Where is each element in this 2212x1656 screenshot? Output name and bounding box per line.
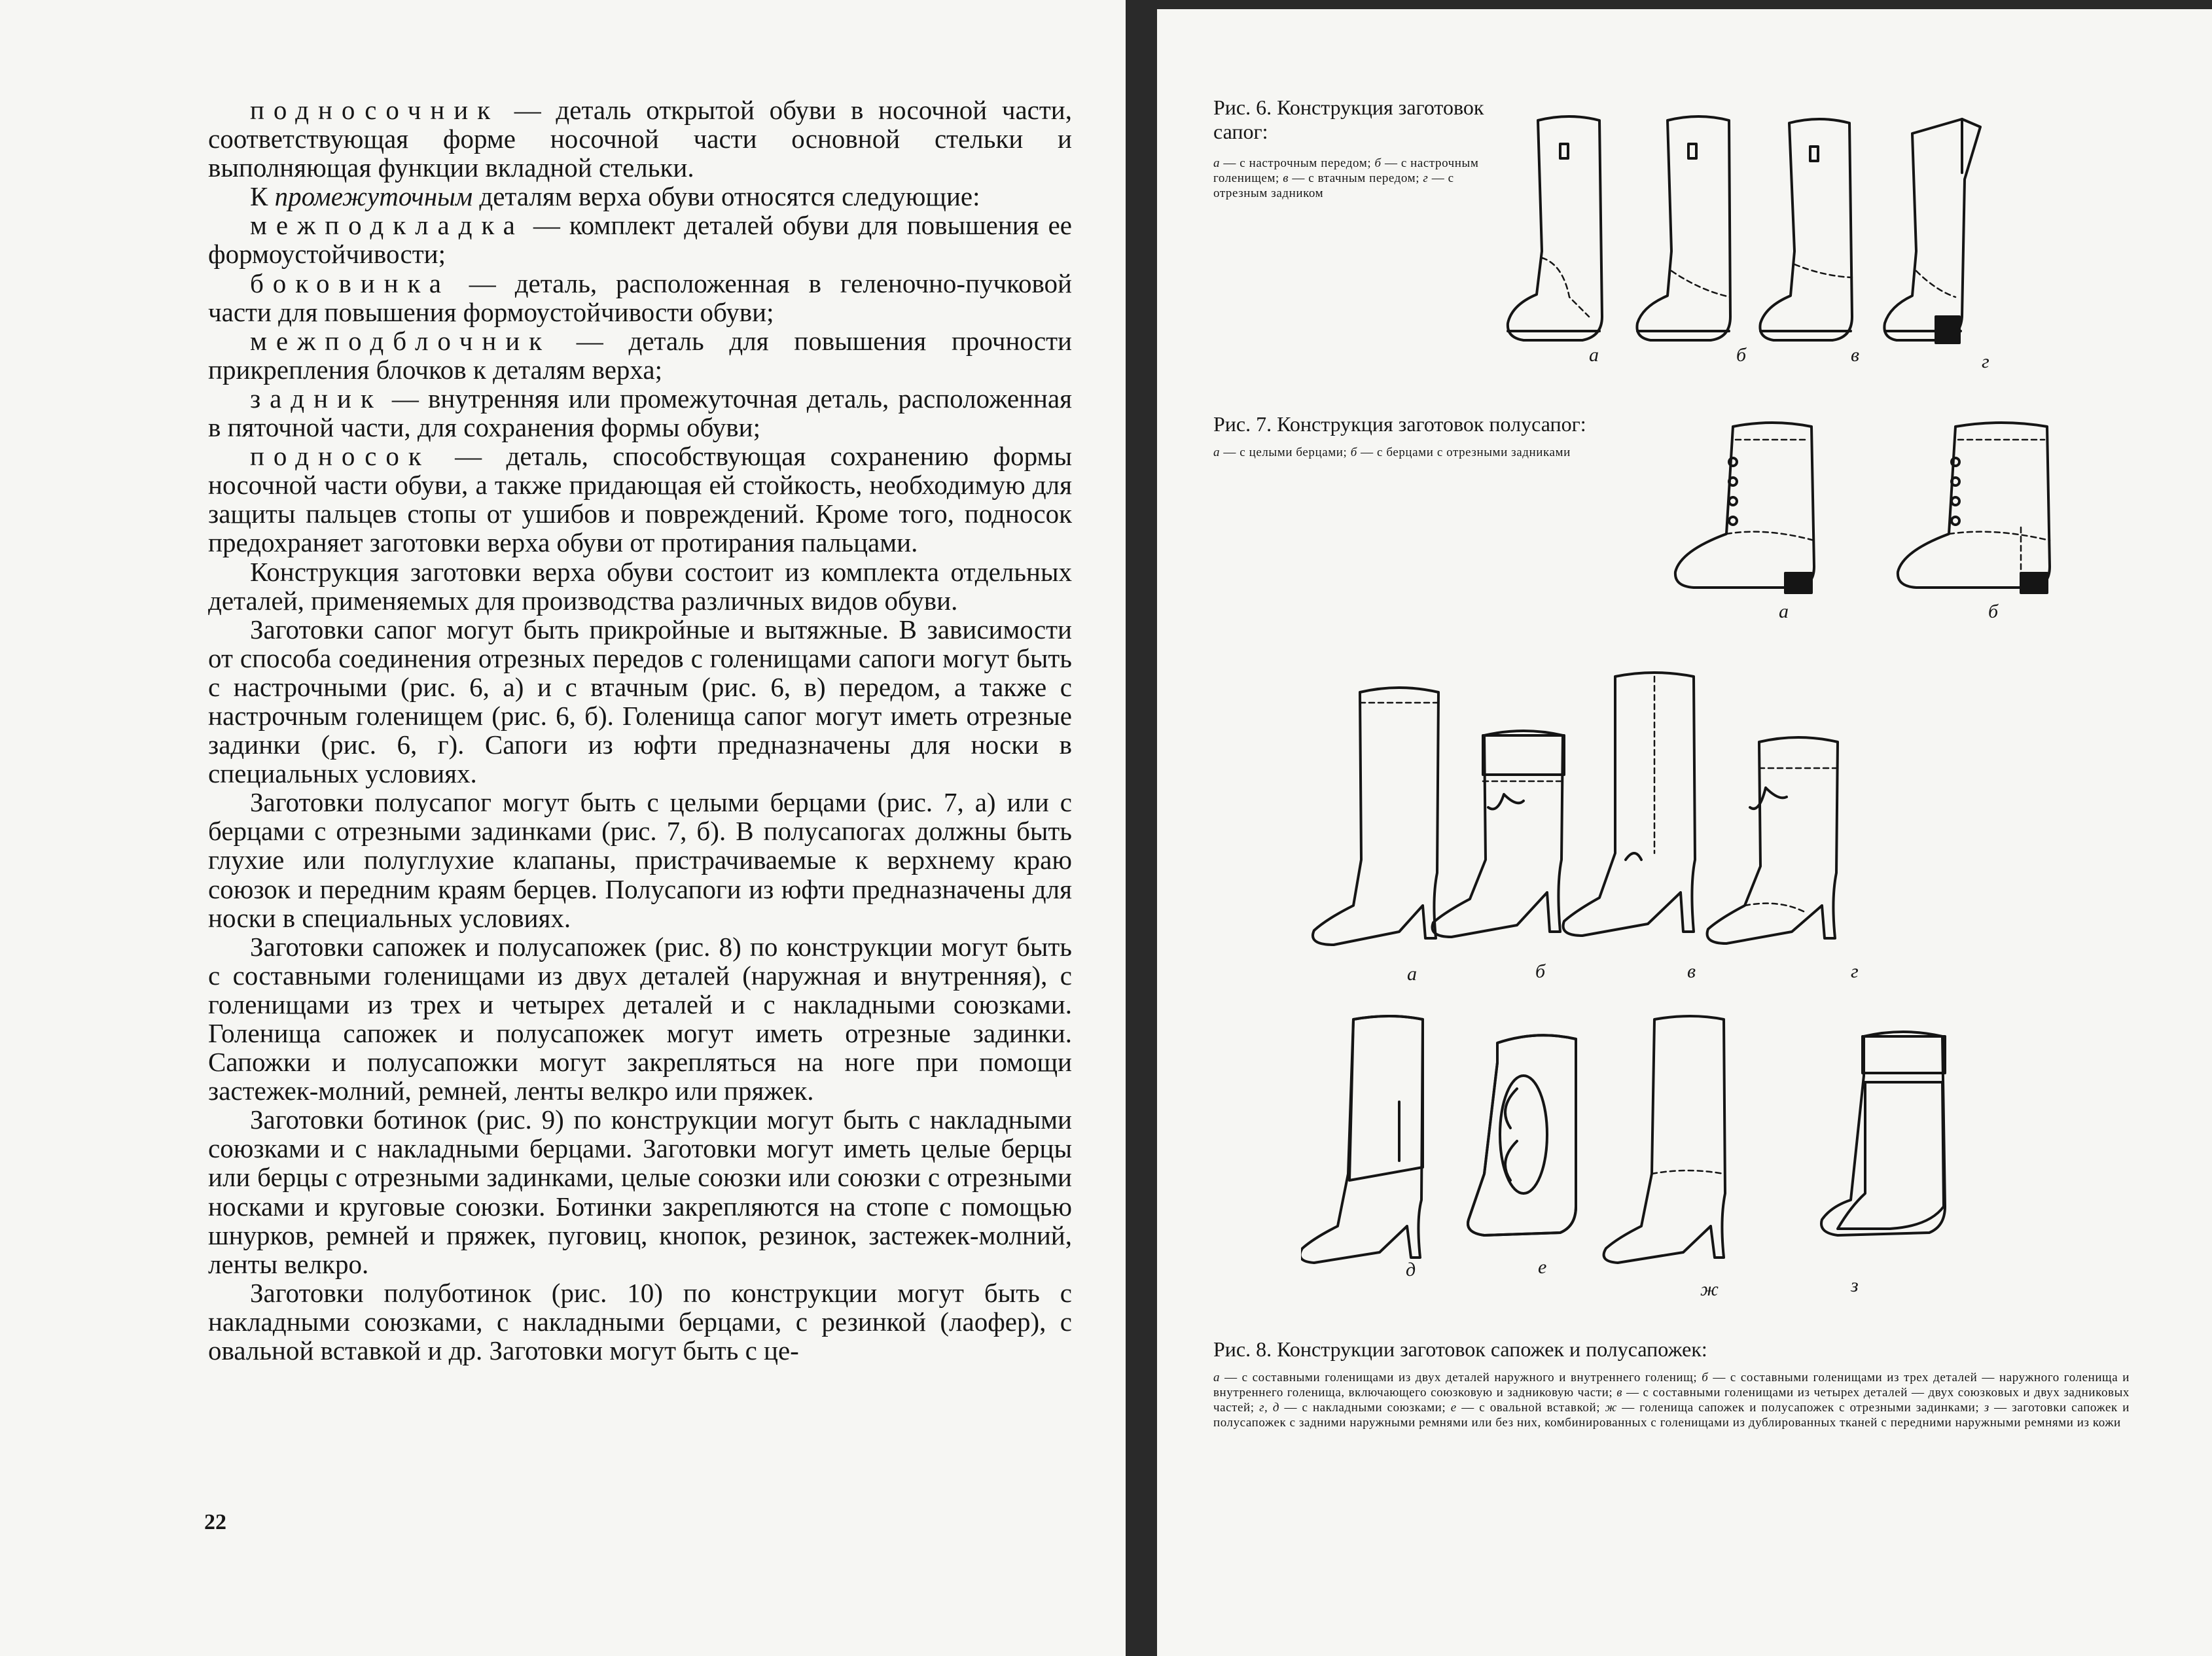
fig6-letter-a: а xyxy=(1589,344,1599,366)
fig8-caption-title: Рис. 8. Конструкции заготовок сапожек и полусапожек: xyxy=(1213,1337,1707,1361)
fig7-drawing xyxy=(1668,410,2165,606)
def-paragraph: межподблочник — деталь для повышения прочности прикрепления блочков к деталям верха; xyxy=(208,325,1072,385)
fig6-letter-b: б xyxy=(1736,344,1747,366)
fig8-letter-g: г xyxy=(1851,960,1859,982)
boot-8e xyxy=(1468,1035,1576,1235)
boot-6a xyxy=(1508,116,1602,340)
boot-6b xyxy=(1637,116,1730,340)
boot-7b xyxy=(1898,423,2050,593)
fig8-letter-z: з xyxy=(1851,1275,1859,1296)
boot-8g xyxy=(1707,737,1838,943)
body-paragraph: Конструкция заготовки верха обуви состоит из комплекта отдельных деталей, применяемых для производства различных видов обуви. xyxy=(208,556,1072,616)
fig7-letter-a: а xyxy=(1779,601,1789,622)
boot-8a xyxy=(1313,688,1438,945)
boot-8d xyxy=(1301,1016,1423,1263)
fig6-boots-svg xyxy=(1504,101,2158,376)
fig8-caption-legend: а — с составными голенищами из двух деталей наружного и внутреннего голенищ; б — с составными голенищами из трех деталей — наружного голенища и внутреннего голенища, включающего союзковую и задниковую части; в — с составными голенищами из четырех деталей — двух союзковых и двух задниковых частей; г, д — с накладными союзками; е — с овальной вставкой; ж — голенища сапожек и полусапожек с отрезными задинками; з — заготовки сапожек и полусапожек с задними наружными ремнями или без них, комбинированных с голенищами из дублированных тканей с передними наружными ремнями из кожи xyxy=(1213,1371,2130,1430)
fig7-caption-legend: а — с целыми берцами; б — с берцами с отрезными задниками xyxy=(1213,446,1571,459)
boot-6v xyxy=(1760,119,1852,340)
fig7-boots-svg xyxy=(1668,410,2165,606)
boot-8z xyxy=(1821,1032,1945,1235)
fig8-letter-v: в xyxy=(1687,960,1696,982)
boot-7a xyxy=(1675,423,1814,593)
fig6-caption-legend: а — с настрочным передом; б — с настрочным голенищем; в — с втачным передом; г — с отрезным задником xyxy=(1213,156,1479,200)
fig8-row2-svg xyxy=(1301,1010,2099,1285)
intro-paragraph: К промежуточным деталям верха обуви относятся следующие: xyxy=(250,181,980,212)
fig7-caption-title: Рис. 7. Конструкция заготовок полусапог: xyxy=(1213,412,1586,436)
fig6-drawing xyxy=(1504,101,2158,376)
body-paragraph: Заготовки сапожек и полусапожек (рис. 8) по конструкции могут быть с составными голенищами из двух деталей (наружная и внутренняя), с голенищами из трех и четырех деталей и с накладными союзками. Голенища сапожек и полусапожек могут иметь отрезные задинки. Сапожки и полусапожки могут закрепляться на ноге при помощи застежек-молний, ремней, ленты велкро или пряжек. xyxy=(208,931,1072,1106)
fig8-letter-a: а xyxy=(1407,963,1417,985)
fig8-letter-e: е xyxy=(1538,1256,1547,1278)
def-paragraph: межподкладка — комплект деталей обуви для повышения ее формоустойчивости; xyxy=(208,210,1072,270)
page-number: 22 xyxy=(204,1510,226,1534)
body-text xyxy=(208,96,1072,1365)
right-page xyxy=(1157,9,2212,1656)
fig8-row1-drawing xyxy=(1308,663,2093,978)
def-paragraph: боковинка — деталь, расположенная в геленочно-пучковой части для повышения формоустойчивости обуви; xyxy=(208,268,1072,327)
def-paragraph: подносочник — деталь открытой обуви в носочной части, соответствующая форме носочной части основной стельки и выполняющая функции вкладной стельки. xyxy=(208,95,1072,183)
fig8-letter-b: б xyxy=(1535,960,1546,982)
def-paragraph: подносок — деталь, способствующая сохранению формы носочной части обуви, а также придающая ей стойкость, необходимую для защиты пальцев стопы от ушибов и повреждений. Кроме того, подносок предохраняет заготовки верха обуви от протирания пальцами. xyxy=(208,441,1072,558)
body-paragraph: Заготовки ботинок (рис. 9) по конструкции могут быть с накладными союзками и с накладными берцами. Заготовки могут иметь целые берцы или берцы с отрезными задинками, целые союзки или союзки с отрезными носками и круговые союзки. Ботинки закрепляются на стопе с помощью шнурков, ремней и пряжек, пуговиц, кнопок, резинок, застежек-молний, ленты велкро. xyxy=(208,1104,1072,1279)
body-paragraph: Заготовки сапог могут быть прикройные и вытяжные. В зависимости от способа соединения отрезных передов с голенищами сапоги могут быть с настрочными (рис. 6, а) и с втачным (рис. 6, в) передом, а также с настрочным голенищем (рис. 6, б). Голенища сапог могут иметь отрезные задинки (рис. 6, г). Сапоги из юфти предназначены для носки в специальных условиях. xyxy=(208,614,1072,789)
fig8-letter-d: д xyxy=(1406,1259,1416,1280)
fig8-letter-zh: ж xyxy=(1700,1278,1719,1300)
fig7-letter-b: б xyxy=(1988,601,1999,622)
fig6-letter-v: в xyxy=(1851,344,1860,366)
fig8-row2-drawing xyxy=(1301,1010,2099,1285)
boot-8zh xyxy=(1604,1016,1725,1263)
boot-6g xyxy=(1884,119,1980,343)
boot-8b xyxy=(1433,731,1564,937)
fig8-row1-svg xyxy=(1308,663,2093,978)
def-paragraph: задник — внутренняя или промежуточная деталь, расположенная в пяточной части, для сохранения формы обуви; xyxy=(208,383,1072,443)
boot-8v xyxy=(1563,673,1695,936)
body-paragraph: Заготовки полуботинок (рис. 10) по конструкции могут быть с накладными союзками, с накладными берцами, с резинкой (лаофер), с овальной вставкой и др. Заготовки могут быть с це- xyxy=(208,1277,1072,1366)
body-paragraph: Заготовки полусапог могут быть с целыми берцами (рис. 7, а) или с берцами с отрезными задинками (рис. 7, б). В полусапогах должны быть глухие или полуглухие клапаны, пристрачиваемые к верхнему краю союзок и передним краям берцев. Полусапоги из юфти предназначены для носки в специальных условиях. xyxy=(208,787,1072,933)
fig6-caption-title: Рис. 6. Конструкция заготовок сапог: xyxy=(1213,96,1484,143)
fig6-letter-g: г xyxy=(1982,351,1989,372)
